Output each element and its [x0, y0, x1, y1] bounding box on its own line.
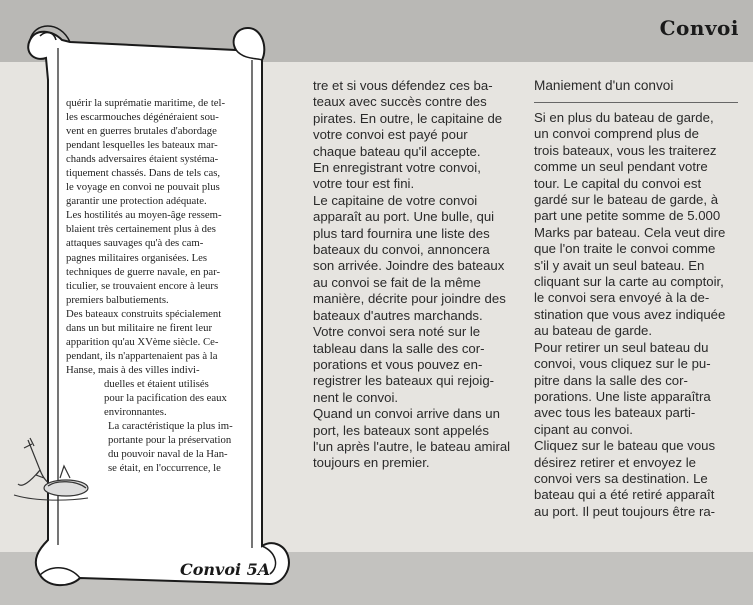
scroll-line: garantir une protection adéquate. [66, 195, 207, 208]
scroll-line: Hanse, mais à des villes indivi- [66, 363, 200, 376]
col1-line: bateaux d'autres marchands. [313, 307, 483, 323]
col2-line: le convoi sera envoyé à la de- [534, 290, 710, 306]
col1-line: bateaux du convoi, annoncera [313, 242, 490, 258]
col2-line: gardé sur le bateau de garde, à [534, 192, 719, 208]
scroll-line: pendant lesquelles les bateaux mar- [66, 139, 218, 152]
col2-line: s'il y avait un seul bateau. En [534, 257, 705, 273]
col2-line: convoi, vous cliquez sur le pu- [534, 356, 711, 372]
col2-line: part une petite somme de 5.000 [534, 208, 721, 224]
col2-line: Cliquez sur le bateau que vous [534, 438, 716, 454]
col2-line: bateau qui a été retiré apparaît [534, 487, 715, 503]
scroll-line: se était, en l'occurrence, le [108, 462, 221, 475]
scroll-line: du pouvoir naval de la Han- [108, 448, 228, 461]
scroll-line: vent en guerres brutales d'abordage [66, 125, 217, 138]
col1-line: votre tour est fini. [313, 176, 415, 192]
scroll-line: duelles et étaient utilisés [104, 377, 209, 390]
col2-line: cipant au convoi. [534, 421, 633, 437]
col2-line: stination que vous avez indiquée [534, 306, 726, 322]
scroll-line: pour la pacification des eaux [104, 391, 227, 404]
scroll-line: le voyage en convoi ne pouvait plus [66, 181, 220, 194]
col2-line: avec tous les bateaux parti- [534, 405, 696, 421]
scroll-line: quérir la suprématie maritime, de tel- [66, 97, 226, 109]
scroll-line: blaient très certainement plus à des [66, 223, 216, 236]
col2-line: Pour retirer un seul bateau du [534, 339, 709, 355]
scroll-line: portante pour la préservation [108, 434, 232, 447]
col1-line: porations et vous pouvez en- [313, 356, 483, 372]
col1-line: au convoi se fait de la même [313, 274, 481, 290]
scroll-line: Des bateaux construits spécialement [66, 307, 222, 320]
col2-line: que l'on traite le convoi comme [534, 241, 716, 257]
col2-line: Marks par bateau. Cela veut dire [534, 224, 726, 240]
scroll-line: premiers balbutiements. [66, 293, 169, 306]
text-column-1 [313, 78, 518, 472]
col1-line: l'un après l'autre, le bateau amiral [313, 438, 511, 454]
col1-line: Votre convoi sera noté sur le [313, 324, 481, 340]
col1-line: pirates. En outre, le capitaine de [313, 110, 503, 126]
scroll-page-label: Convoi 5A [180, 560, 271, 579]
col2-line: tour. Le capital du convoi est [534, 175, 702, 191]
col2-line: Si en plus du bateau de garde, [534, 110, 714, 125]
scroll-line: Les hostilités au moyen-âge ressem- [66, 209, 222, 222]
col2-line: au port. Il peut toujours être ra- [534, 503, 716, 519]
col1-line: toujours en premier. [313, 455, 430, 471]
col1-line: En enregistrant votre convoi, [313, 160, 481, 176]
scroll-line: attaques sauvages qu'à des cam- [66, 237, 204, 250]
scroll-line: pendant, ils n'appartenaient pas à la [66, 349, 218, 362]
scroll-line: techniques de guerre navale, en par- [66, 265, 221, 278]
col2-line: convoi vers sa destination. Le [534, 470, 708, 486]
scroll-line: apparition qu'au XVème siècle. Ce- [66, 335, 219, 348]
col1-line: son arrivée. Joindre des bateaux [313, 258, 505, 274]
scroll-line: La caractéristique la plus im- [108, 420, 233, 433]
scroll-body-text [66, 96, 252, 475]
col1-line: nent le convoi. [313, 389, 399, 405]
scroll-line: pagnes militaires organisées. Les [66, 251, 208, 264]
col1-line: teaux avec succès contre des [313, 94, 487, 110]
col1-line: Quand un convoi arrive dans un [313, 406, 500, 422]
scroll-line: environnantes. [104, 406, 167, 419]
col2-line: pitre dans la salle des cor- [534, 372, 688, 388]
col1-line: tre et si vous défendez ces ba- [313, 78, 493, 93]
col1-line: plus tard fournira une liste des [313, 225, 490, 241]
col2-line: cliquant sur la carte au comptoir, [534, 274, 724, 290]
col2-line: comme un seul pendant votre [534, 159, 708, 175]
col2-line: au bateau de garde. [534, 323, 653, 339]
col1-line: port, les bateaux sont appelés [313, 422, 489, 438]
page-header-title: Convoi [659, 16, 739, 40]
col1-line: Le capitaine de votre convoi [313, 192, 478, 208]
col1-line: registrer les bateaux qui rejoig- [313, 373, 495, 389]
col2-line: un convoi comprend plus de [534, 126, 699, 142]
scroll-line: ticulier, se trouvaient encore à leurs [66, 279, 219, 292]
scroll-line: chands adversaires étaient systéma- [66, 153, 219, 166]
col2-line: désirez retirer et envoyez le [534, 454, 696, 470]
col2-line: porations. Une liste apparaîtra [534, 388, 711, 404]
scroll-line: tiquement chassés. Dans de tels cas, [66, 167, 221, 180]
col1-line: votre convoi est payé pour [313, 127, 468, 143]
col2-line: trois bateaux, vous les traiterez [534, 142, 717, 158]
text-column-2 [534, 78, 738, 520]
col1-line: chaque bateau qu'il accepte. [313, 143, 481, 159]
section-heading: Maniement d'un convoi [534, 78, 674, 93]
col1-line: manière, décrite pour joindre des [313, 291, 506, 307]
scroll-line: dans un but militaire ne firent leur [66, 321, 213, 334]
col1-line: apparaît au port. Une bulle, qui [313, 209, 495, 225]
heading-rule [534, 102, 738, 103]
scroll-line: les escarmouches dégénéraient sou- [66, 111, 219, 124]
col1-line: tableau dans la salle des cor- [313, 340, 485, 356]
